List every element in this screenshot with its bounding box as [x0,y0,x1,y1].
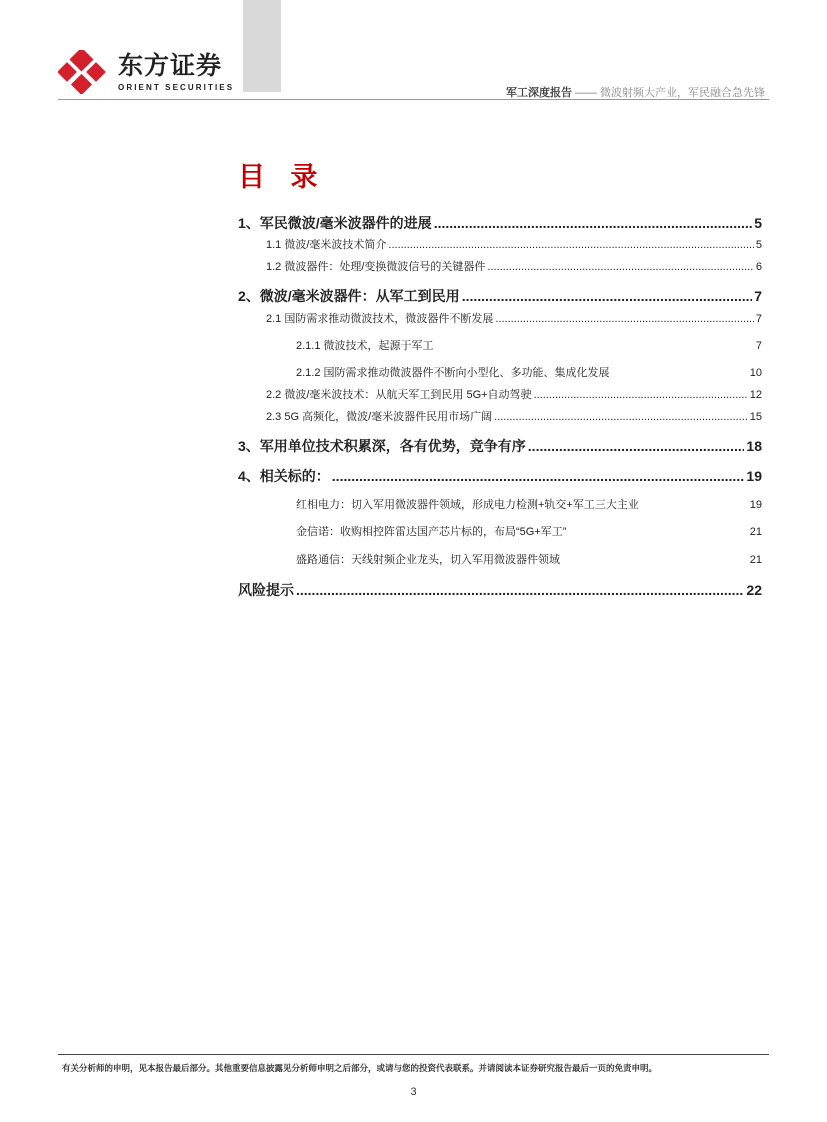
toc-entry-label: 风险提示 [238,582,294,598]
header-gray-tab [243,0,281,92]
toc-entry-page: 18 [746,438,762,454]
toc-entry[interactable] [238,213,762,233]
footer-disclaimer: 有关分析师的申明，见本报告最后部分。其他重要信息披露见分析师申明之后部分，或请与您的投资代表联系。并请阅读本证券研究报告最后一页的免责申明。 [62,1063,658,1073]
toc-entry-page: 7 [755,313,762,325]
toc-entry-label: 3、军用单位技术积累深，各有优势，竞争有序 [238,438,526,454]
toc-entry[interactable] [266,310,762,326]
toc-entry-page: 5 [755,239,762,251]
toc-entry[interactable] [296,364,762,380]
header-separator: —— [575,87,597,99]
footer-divider [58,1054,769,1055]
toc-entry-page: 21 [749,554,762,566]
toc-entry-page: 12 [749,389,762,401]
header-divider [58,99,769,100]
toc-entry-label: 2.3 5G 高频化，微波/毫米波器件民用市场广阔 [266,411,493,423]
toc-entry-page: 19 [749,499,762,511]
toc-entry-page: 15 [749,411,762,423]
toc-entry-label: 金信诺：收购相控阵雷达国产芯片标的，布局“5G+军工” [296,526,567,538]
toc-leader [495,313,754,325]
toc-entry[interactable] [296,337,762,353]
toc-title: 目 录 [238,162,326,193]
toc-leader [528,438,745,454]
toc-entry-label: 2.2 微波/毫米波技术：从航天军工到民用 5G+自动驾驶 [266,389,532,401]
toc-leader [494,411,748,423]
toc-entry-page: 5 [754,215,762,231]
company-logo-mark-icon [58,50,106,94]
toc-entry-label: 2.1.1 微波技术，起源于军工 [296,340,434,352]
report-type: 军工深度报告 [506,87,572,99]
toc-entry-label: 1、军民微波/毫米波器件的进展 [238,215,432,231]
toc-entry[interactable] [238,286,762,306]
toc-entry-page: 7 [754,288,762,304]
toc-entry-label: 1.2 微波器件：处理/变换微波信号的关键器件 [266,261,486,273]
toc-entry[interactable] [266,236,762,252]
company-name-cn: 东方证券 [118,51,223,80]
toc-entry[interactable] [266,386,762,402]
toc-entry[interactable] [238,580,762,600]
toc-entry-label: 盛路通信：天线射频企业龙头，切入军用微波器件领域 [296,554,560,566]
toc-entry[interactable] [266,258,762,274]
toc-entry-page: 7 [755,340,762,352]
toc-leader [388,239,753,251]
toc-entry-page: 10 [749,367,762,379]
toc-leader [487,261,753,273]
company-name-en: ORIENT SECURITIES [118,83,235,92]
toc-entry[interactable] [266,408,762,424]
toc-entry-page: 19 [746,468,762,484]
company-logo [58,50,235,94]
page-number: 3 [410,1086,417,1098]
toc-entry-page: 22 [746,582,762,598]
toc-entry-label: 2.1.2 国防需求推动微波器件不断向小型化、多功能、集成化发展 [296,367,610,379]
toc-entry[interactable] [238,436,762,456]
toc-entry-label: 2、微波/毫米波器件：从军工到民用 [238,288,460,304]
toc-entry-label: 2.1 国防需求推动微波技术，微波器件不断发展 [266,313,494,325]
toc-leader [534,389,748,401]
toc-entry-label: 1.1 微波/毫米波技术简介 [266,239,387,251]
toc-entry[interactable] [296,551,762,567]
toc-entry[interactable] [296,496,762,512]
report-header [506,84,765,100]
toc-entry-label: 红相电力：切入军用微波器件领域，形成电力检测+轨交+军工三大主业 [296,499,639,511]
toc-leader [434,215,753,231]
toc-entry[interactable] [296,523,762,539]
toc-entry-label: 4、相关标的： [238,468,330,484]
toc-leader [332,468,745,484]
toc-entry[interactable] [238,466,762,486]
toc-leader [296,582,744,598]
report-subtitle: 微波射频大产业，军民融合急先锋 [600,87,765,99]
toc-entry-page: 21 [749,526,762,538]
toc-entry-page: 6 [755,261,762,273]
toc-leader [462,288,753,304]
